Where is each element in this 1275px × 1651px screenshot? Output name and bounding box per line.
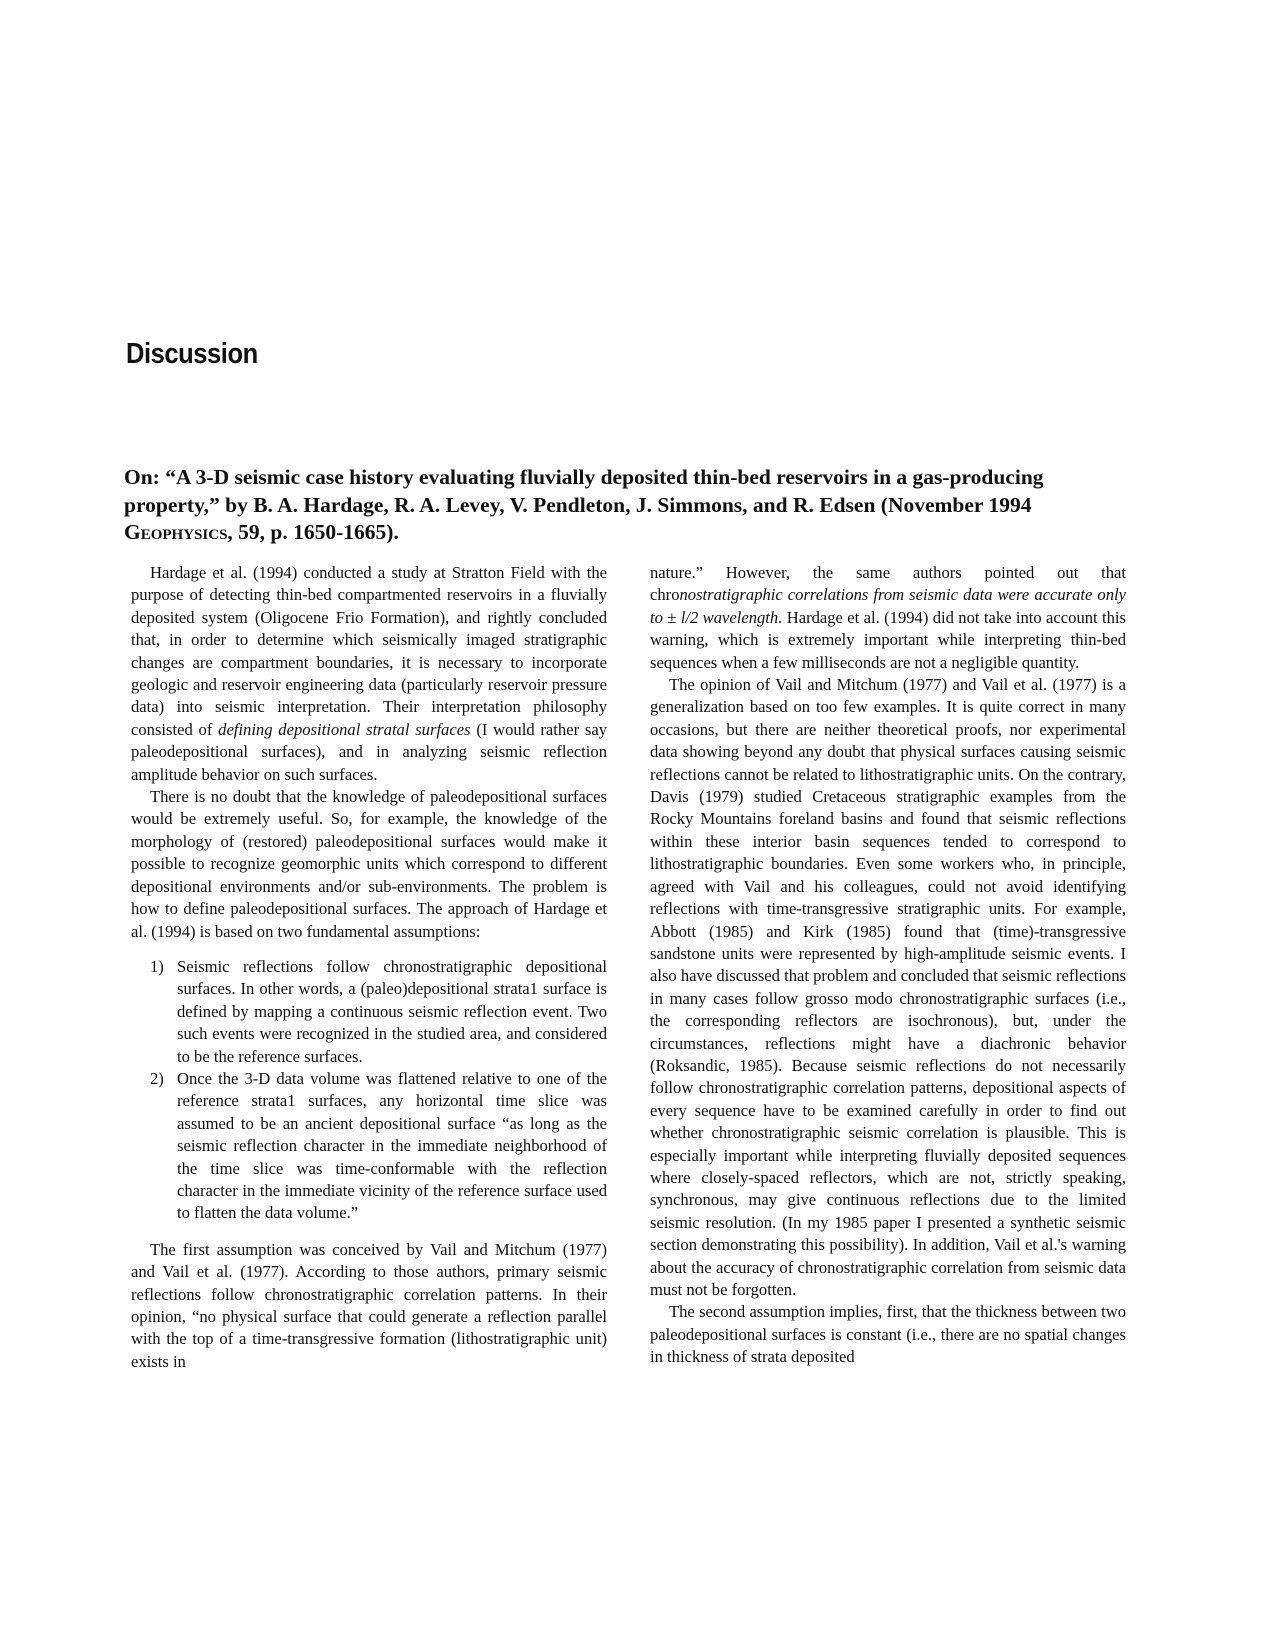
paragraph: The first assumption was conceived by Vail and Mitchum (1977) and Vail et al. (1977). According to those authors, primary seismic reflections follow chronostratigraphic correlation patterns. In their opinion, “no physical surface that could generate a reflection parallel with the top of a time-transgressive formation (lithostratigraphic unit) exists in: [131, 1239, 607, 1371]
list-item-text: Once the 3-D data volume was flattened relative to one of the reference strata1 surfaces, any horizontal time slice was assumed to be an ancient depositional surface “as long as the seismic reflection character in the immediate neighborhood of the time slice was time-conformable with the reflection character in the immediate vicinity of the reference surface used to flatten the data volume.”: [177, 1068, 607, 1223]
list-item-text: Seismic reflections follow chronostratigraphic depositional surfaces. In other words, a (paleo)depositional strata1 surface is defined by mapping a continuous seismic reflection event. Two such events were recognized in the studied area, and considered to be the reference surfaces.: [177, 956, 607, 1066]
list-number: 2): [150, 1068, 164, 1088]
left-column: [131, 562, 607, 1373]
section-heading: Discussion: [126, 338, 258, 370]
emphasis-text: defining depositional stratal surfaces: [218, 719, 471, 739]
paragraph-text: nature.” However, the same authors pointed out that chro: [650, 563, 1126, 605]
article-title-text: On: “A 3-D seismic case history evaluating fluvially deposited thin-bed reservoirs in a gas-producing property,” by B. A. Hardage, R. A. Levey, V. Pendleton, J. Simmons, and R. Edsen (November 1994: [124, 465, 1044, 517]
right-column: [650, 562, 1126, 1369]
list-number: 1): [150, 956, 164, 976]
journal-name: Geophysics: [124, 520, 228, 544]
paragraph: The second assumption implies, first, that the thickness between two paleodepositional surfaces is constant (i.e., there are no spatial changes in thickness of strata deposited: [650, 1302, 1126, 1367]
paragraph: [650, 562, 1126, 674]
list-item: [150, 956, 607, 1068]
paragraph: [131, 562, 607, 786]
paragraph-text: (I would rather say paleodepositional surfaces), and in analyzing seismic reflection amplitude behavior on such surfaces.: [131, 719, 607, 784]
paragraph-text: Hardage et al. (1994) conducted a study at Stratton Field with the purpose of detecting thin-bed compartmented reservoirs in a fluvially deposited system (Oligocene Frio Formation), and rightly concluded that, in order to determine which seismically imaged stratigraphic changes are compartment boundaries, it is necessary to incorporate geologic and reservoir engineering data (particularly reservoir pressure data) into seismic interpretation. Their interpretation philosophy consisted of: [131, 563, 607, 739]
paragraph: There is no doubt that the knowledge of paleodepositional surfaces would be extremely useful. So, for example, the knowledge of the morphology of (restored) paleodepositional surfaces would make it possible to recognize geomorphic units which correspond to different depositional environments and/or sub-environments. The problem is how to define paleodepositional surfaces. The approach of Hardage et al. (1994) is based on two fundamental assumptions:: [131, 787, 607, 941]
paragraph-text: Hardage et al. (1994) did not take into account this warning, which is extremely important while interpreting thin-bed sequences when a few milliseconds are not a negligible quantity.: [650, 607, 1126, 672]
assumptions-list: [131, 956, 607, 1225]
article-citation: , 59, p. 1650-1665).: [227, 520, 399, 544]
paragraph: The opinion of Vail and Mitchum (1977) and Vail et al. (1977) is a generalization based on too few examples. It is quite correct in many occasions, but there are neither theoretical proofs, nor experimental data showing beyond any doubt that physical surfaces causing seismic reflections cannot be related to lithostratigraphic units. On the contrary, Davis (1979) studied Cretaceous stratigraphic examples from the Rocky Mountains foreland basins and found that seismic reflections within these interior basin sequences tended to correspond to lithostratigraphic boundaries. Even some workers who, in principle, agreed with Vail and his colleagues, could not avoid identifying reflections with time-transgressive stratigraphic units. For example, Abbott (1985) and Kirk (1985) found that (time)-transgressive sandstone units were represented by high-amplitude seismic events. I also have discussed that problem and concluded that seismic reflections in many cases follow grosso modo chronostratigraphic surfaces (i.e., the corresponding reflectors are isochronous), but, under the circumstances, reflections might have a diachronic behavior (Roksandic, 1985). Because seismic reflections do not necessarily follow chronostratigraphic correlation patterns, depositional aspects of every sequence have to be examined carefully in order to find out whether chronostratigraphic seismic correlation is plausible. This is especially important while interpreting fluvially deposited sequences where closely-spaced reflectors, which are not, strictly speaking, synchronous, may give continuous reflections due to the limited seismic resolution. (In my 1985 paper I presented a synthetic seismic section demonstrating this possibility). In addition, Vail et al.'s warning about the accuracy of chronostratigraphic correlation from seismic data must not be forgotten.: [650, 675, 1127, 1299]
list-item: [150, 1068, 607, 1225]
emphasis-text: nostratigraphic correlations from seismic data were accurate only to ± l/2 wavelength.: [650, 585, 1126, 627]
article-title: [124, 464, 1084, 547]
